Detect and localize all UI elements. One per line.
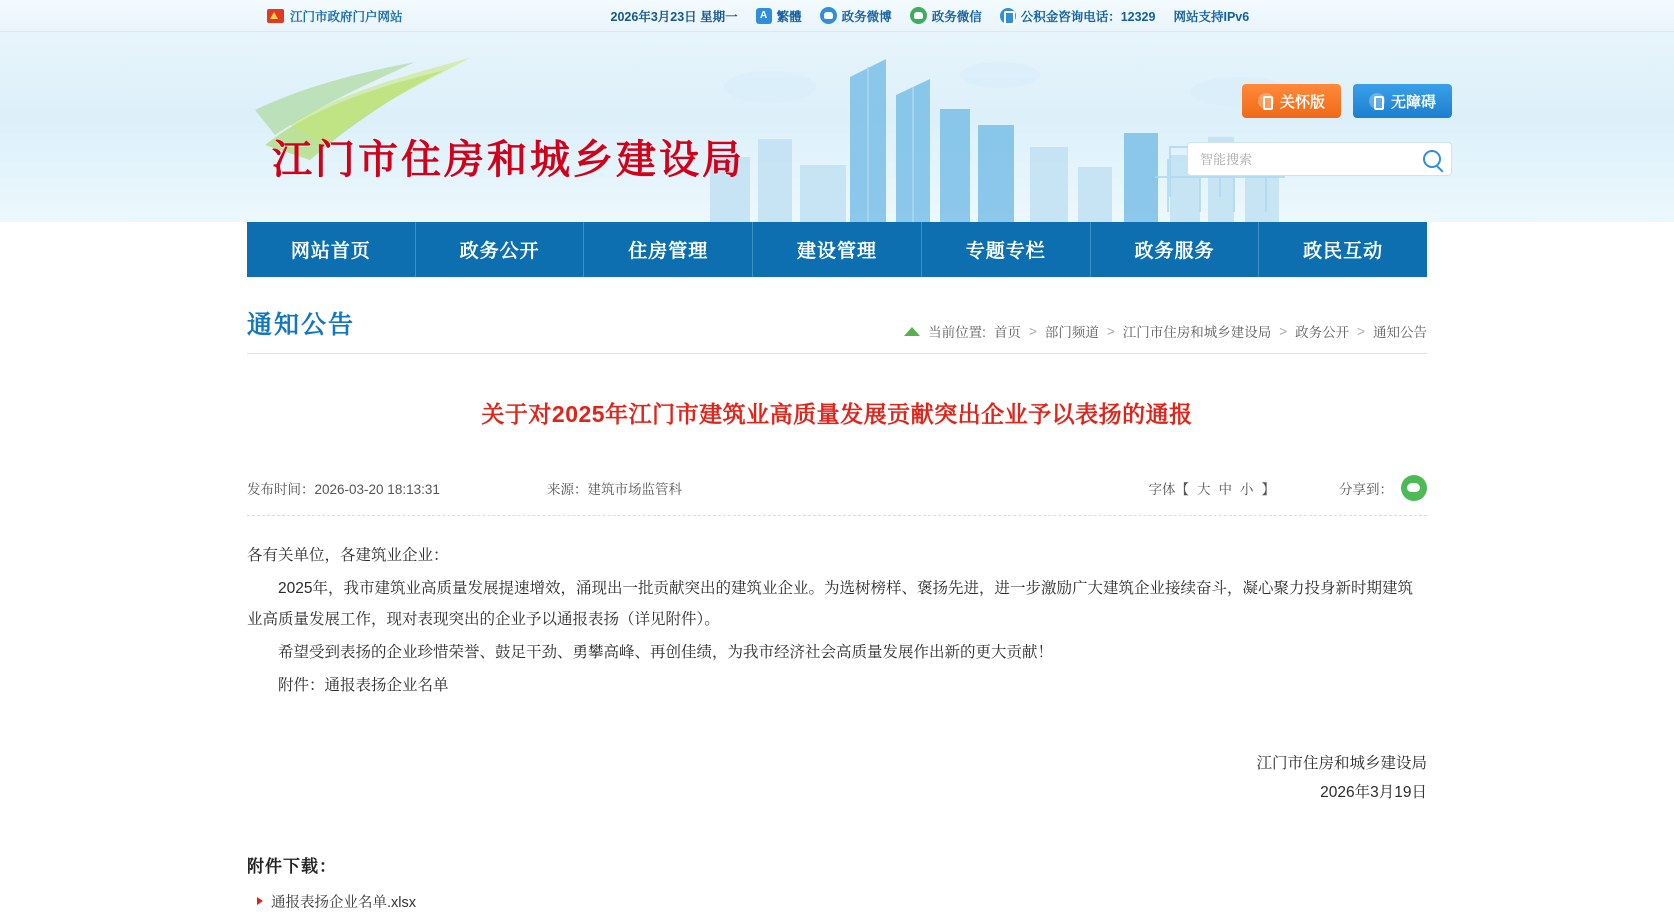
nav-label: 住房管理 xyxy=(628,241,709,262)
download-heading: 附件下载： xyxy=(247,856,337,876)
language-icon: A xyxy=(756,8,772,24)
section-title: 通知公告 xyxy=(247,311,356,339)
portal-label: 江门市政府门户网站 xyxy=(290,9,403,24)
font-label: 字体【 xyxy=(1148,482,1189,497)
care-mode-button[interactable] xyxy=(1242,84,1341,118)
breadcrumb-prefix: 当前位置: xyxy=(928,325,986,340)
share-controls xyxy=(1339,475,1427,501)
article-paragraph: 希望受到表扬的企业珍惜荣誉、鼓足干劲、勇攀高峰、再创佳绩，为我市经济社会高质量发展作出新的更大贡献！ xyxy=(278,644,1054,661)
main-nav xyxy=(0,222,1674,277)
document-title: 关于对2025年江门市建筑业高质量发展贡献突出企业予以表扬的通报 xyxy=(481,401,1193,427)
site-header-banner xyxy=(0,32,1674,222)
wheelchair-icon xyxy=(1369,93,1385,109)
nav-item-home[interactable] xyxy=(247,222,416,277)
signature-date: 2026年3月19日 xyxy=(1320,784,1427,802)
nav-label: 政务公开 xyxy=(459,241,540,262)
nav-item-affairs[interactable] xyxy=(416,222,585,277)
hotline-info[interactable] xyxy=(1000,7,1156,25)
home-icon xyxy=(904,327,920,336)
accessibility-label: 无障碍 xyxy=(1390,93,1436,111)
city-skyline-illustration xyxy=(700,47,1320,222)
breadcrumb-sep: > xyxy=(1357,323,1365,339)
page-title: 江门市住房和城乡建设局 xyxy=(272,137,745,182)
gov-wechat-link[interactable] xyxy=(910,7,982,25)
search-input[interactable] xyxy=(1198,151,1423,168)
article-source: 来源：建筑市场监管科 xyxy=(547,482,682,497)
signature-block xyxy=(247,749,1427,808)
article-container xyxy=(247,277,1427,912)
signature-org: 江门市住房和城乡建设局 xyxy=(1256,755,1427,772)
nav-item-topics[interactable] xyxy=(922,222,1091,277)
font-size-large[interactable]: 大 xyxy=(1197,482,1211,497)
attachment-download-link[interactable] xyxy=(247,891,1427,912)
font-size-small[interactable]: 小 xyxy=(1240,482,1254,497)
wechat-label: 政务微信 xyxy=(931,9,982,24)
care-person-icon xyxy=(1258,93,1274,109)
font-label-end: 】 xyxy=(1261,482,1275,497)
article-paragraph: 各有关单位，各建筑业企业： xyxy=(247,547,449,564)
traditional-label: 繁體 xyxy=(776,9,802,24)
attachment-file-name: 通报表扬企业名单.xlsx xyxy=(271,894,416,911)
nav-label: 政务服务 xyxy=(1134,241,1215,262)
breadcrumb-item-notice[interactable]: 通知公告 xyxy=(1373,325,1427,340)
nav-label: 政民互动 xyxy=(1303,241,1384,262)
wechat-icon xyxy=(910,7,927,24)
weibo-icon xyxy=(820,7,837,24)
care-mode-label: 关怀版 xyxy=(1279,93,1325,111)
article-paragraph: 2025年，我市建筑业高质量发展提速增效，涌现出一批贡献突出的建筑业企业。为选树榜样、褒扬先进，进一步激励广大建筑企业接续奋斗，凝心聚力投身新时期建筑业高质量发展工作，现对表现突出的企业予以通报表扬（详见附件）。 xyxy=(247,580,1413,628)
ipv6-badge: 网站支持IPv6 xyxy=(1173,9,1250,24)
attachment-note: 附件：通报表扬企业名单 xyxy=(278,677,449,694)
share-label: 分享到： xyxy=(1339,482,1393,497)
accessibility-button[interactable] xyxy=(1353,84,1452,118)
font-size-medium[interactable]: 中 xyxy=(1218,482,1232,497)
hotline-label: 公积金咨询电话：12329 xyxy=(1020,9,1156,24)
article-meta xyxy=(247,475,1427,516)
search-icon[interactable] xyxy=(1423,150,1441,168)
breadcrumb xyxy=(904,321,1427,341)
breadcrumb-item-home[interactable]: 首页 xyxy=(993,325,1021,340)
nav-item-interaction[interactable] xyxy=(1259,222,1427,277)
search-box[interactable] xyxy=(1187,142,1452,176)
nav-item-construction[interactable] xyxy=(753,222,922,277)
bullet-arrow-icon xyxy=(257,897,263,905)
portal-link[interactable] xyxy=(267,7,403,25)
font-size-controls xyxy=(877,478,1339,498)
phone-icon xyxy=(1000,8,1016,24)
breadcrumb-item-affairs[interactable]: 政务公开 xyxy=(1295,325,1350,340)
article-body xyxy=(247,540,1427,701)
current-date: 2026年3月23日 星期一 xyxy=(610,9,738,24)
nav-label: 建设管理 xyxy=(797,241,878,262)
top-utility-bar xyxy=(0,0,1674,32)
wechat-share-icon[interactable] xyxy=(1401,475,1427,501)
weibo-label: 政务微博 xyxy=(841,9,892,24)
publish-time: 发布时间：2026-03-20 18:13:31 xyxy=(247,482,440,497)
breadcrumb-item-dept-channel[interactable]: 部门频道 xyxy=(1044,325,1099,340)
gov-weibo-link[interactable] xyxy=(820,7,892,25)
breadcrumb-sep: > xyxy=(1106,323,1115,339)
nav-item-services[interactable] xyxy=(1091,222,1260,277)
nav-label: 专题专栏 xyxy=(965,241,1046,262)
breadcrumb-sep: > xyxy=(1028,323,1037,339)
breadcrumb-sep: > xyxy=(1279,323,1288,339)
nav-label: 网站首页 xyxy=(290,241,371,262)
breadcrumb-item-bureau[interactable]: 江门市住房和城乡建设局 xyxy=(1122,325,1272,340)
traditional-chinese-toggle[interactable] xyxy=(756,7,802,25)
nav-item-housing[interactable] xyxy=(584,222,753,277)
flag-icon xyxy=(267,9,284,23)
